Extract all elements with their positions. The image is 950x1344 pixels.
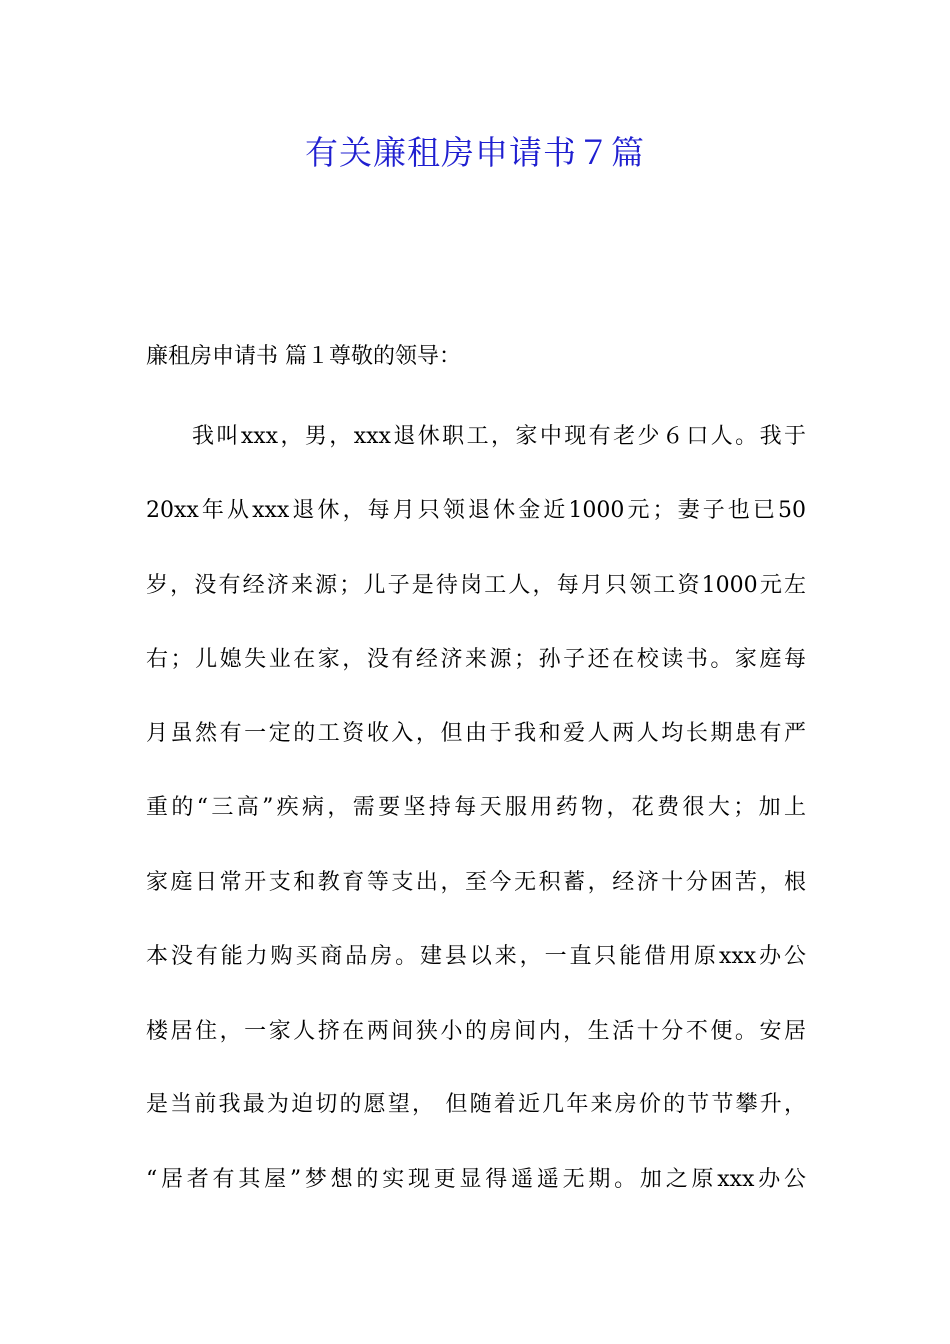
paragraph-line: 岁，没有经济来源；儿子是待岗工人，每月只领工资1000元左 bbox=[146, 573, 806, 598]
document-title: 有关廉租房申请书７篇 bbox=[305, 133, 645, 172]
paragraph-line: 楼居住，一家人挤在两间狭小的房间内，生活十分不便。安居 bbox=[146, 1019, 806, 1044]
paragraph-line: 重的“三高”疾病，需要坚持每天服用药物，花费很大；加上 bbox=[146, 795, 806, 820]
paragraph-line: 是当前我最为迫切的愿望， 但随着近几年来房价的节节攀升， bbox=[146, 1092, 806, 1117]
letter-salutation: 廉租房申请书 篇１尊敬的领导： bbox=[146, 344, 461, 369]
paragraph-line: 右；儿媳失业在家，没有经济来源；孙子还在校读书。家庭每 bbox=[146, 647, 806, 672]
paragraph-line: 家庭日常开支和教育等支出，至今无积蓄，经济十分困苦，根 bbox=[146, 870, 806, 895]
paragraph-line: 本没有能力购买商品房。建县以来，一直只能借用原xxx办公 bbox=[146, 944, 806, 969]
paragraph-line: 我叫xxx，男，xxx退休职工，家中现有老少６口人。我于 bbox=[192, 424, 806, 449]
paragraph-line: 20xx年从xxx退休，每月只领退休金近1000元；妻子也已50 bbox=[146, 498, 806, 523]
paragraph-line: “居者有其屋”梦想的实现更显得遥遥无期。加之原xxx办公 bbox=[146, 1167, 806, 1192]
paragraph-line: 月虽然有一定的工资收入，但由于我和爱人两人均长期患有严 bbox=[146, 721, 806, 746]
